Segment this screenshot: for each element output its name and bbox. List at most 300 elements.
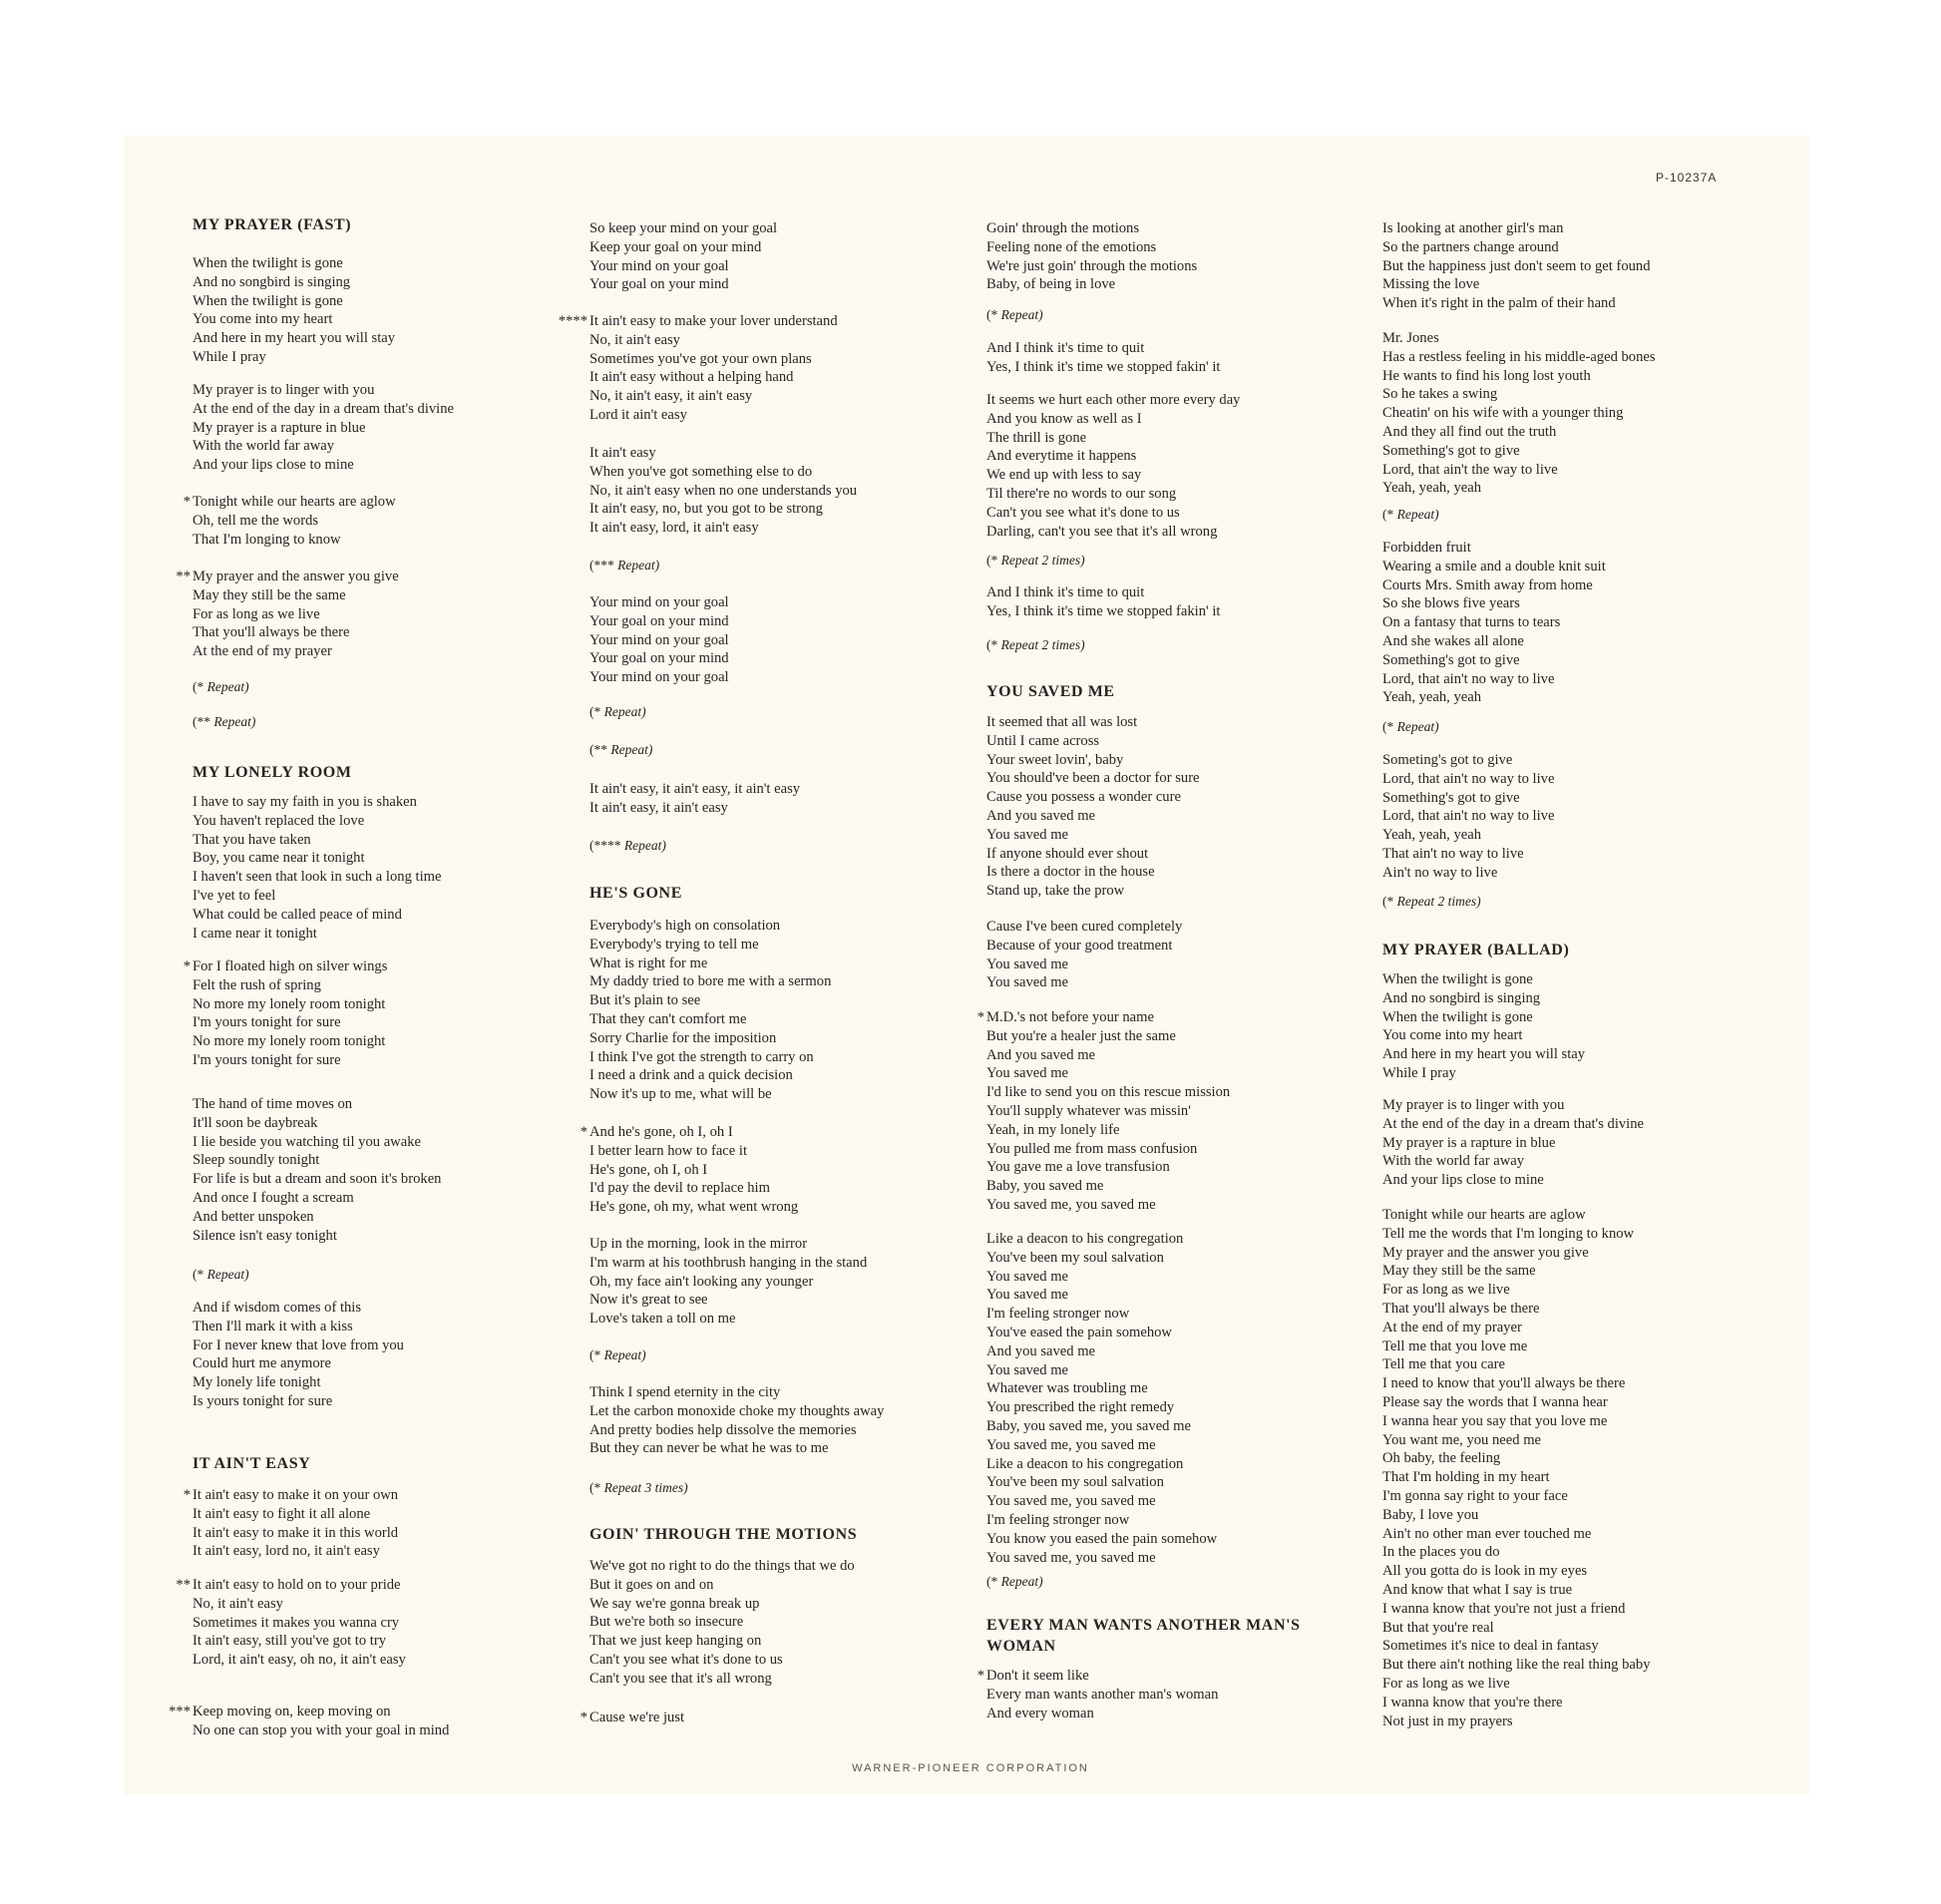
lyric-line bbox=[193, 419, 454, 438]
lyric-line bbox=[193, 1051, 387, 1070]
lyric-line bbox=[589, 1254, 867, 1273]
lyric-text: Silence isn't easy tonight bbox=[193, 1227, 337, 1244]
lyric-text: You saved me, you saved me bbox=[986, 1196, 1156, 1213]
lyric-text: He wants to find his long lost youth bbox=[1382, 367, 1591, 384]
lyric-line bbox=[589, 1310, 867, 1329]
lyric-text: Cause you possess a wonder cure bbox=[986, 789, 1181, 806]
lyric-text: And if wisdom comes of this bbox=[193, 1300, 362, 1316]
lyric-text: We say we're gonna break up bbox=[589, 1595, 760, 1612]
lyric-text: No one can stop you with your goal in mind bbox=[193, 1721, 450, 1738]
lyric-line bbox=[1382, 1412, 1651, 1431]
lyric-text: With the world far away bbox=[193, 438, 335, 455]
lyric-line bbox=[986, 882, 1200, 901]
lyric-text: You've been my soul salvation bbox=[986, 1474, 1164, 1491]
lyric-line bbox=[193, 868, 441, 887]
repeat-instruction bbox=[986, 552, 1085, 571]
lyric-line bbox=[589, 991, 831, 1010]
lyric-text: You'll supply whatever was missin' bbox=[986, 1102, 1191, 1119]
lyric-line bbox=[193, 906, 441, 925]
lyric-text: I have to say my faith in you is shaken bbox=[193, 794, 417, 810]
lyric-line bbox=[1382, 1637, 1651, 1656]
lyric-line bbox=[589, 406, 838, 425]
repeat-instruction bbox=[1382, 893, 1481, 912]
lyric-text: And you know as well as I bbox=[986, 410, 1142, 427]
repeat-marker: (* bbox=[986, 307, 998, 322]
lyric-line bbox=[986, 1511, 1217, 1530]
lyric-line bbox=[976, 1008, 1230, 1027]
lyric-line bbox=[1382, 461, 1656, 480]
lyric-line bbox=[589, 1632, 855, 1651]
lyric-line bbox=[589, 1066, 831, 1085]
lyric-line bbox=[986, 238, 1197, 257]
lyric-text: But there ain't nothing like the real thing baby bbox=[1382, 1657, 1651, 1674]
lyric-line bbox=[986, 807, 1200, 826]
lyric-text: I'm warm at his toothbrush hanging in the stand bbox=[589, 1254, 868, 1271]
lyric-text: My lonely life tonight bbox=[193, 1374, 321, 1391]
lyric-line bbox=[986, 1140, 1230, 1159]
lyric-line bbox=[986, 275, 1197, 294]
lyric-line bbox=[1382, 1206, 1651, 1225]
lyric-text: Your goal on your mind bbox=[589, 276, 729, 293]
lyric-text: But the happiness just don't seem to get found bbox=[1382, 257, 1651, 274]
lyric-line bbox=[580, 1123, 798, 1142]
lyric-text: My prayer is a rapture in blue bbox=[1382, 1134, 1556, 1151]
lyric-text: While I pray bbox=[193, 348, 266, 365]
lyric-line bbox=[193, 329, 395, 348]
lyric-text: That you'll always be there bbox=[1382, 1300, 1540, 1317]
lyric-line bbox=[193, 512, 396, 531]
lyric-text: Then I'll mark it with a kiss bbox=[193, 1318, 353, 1334]
repeat-label: Repeat 2 times) bbox=[1000, 637, 1085, 652]
lyric-text: Think I spend eternity in the city bbox=[589, 1384, 781, 1400]
repeat-instruction bbox=[589, 1346, 646, 1365]
lyric-line bbox=[589, 1421, 884, 1440]
lyric-text: Wearing a smile and a double knit suit bbox=[1382, 558, 1606, 574]
lyric-text: Love's taken a toll on me bbox=[589, 1311, 736, 1328]
repeat-label: Repeat) bbox=[1396, 507, 1439, 522]
repeat-instruction bbox=[1382, 718, 1439, 737]
lyric-line bbox=[1382, 238, 1651, 257]
repeat-instruction bbox=[986, 306, 1043, 325]
lyric-text: Because of your good treatment bbox=[986, 937, 1173, 953]
repeat-label: Repeat) bbox=[1000, 307, 1043, 322]
lyric-text: In the places you do bbox=[1382, 1544, 1500, 1561]
lyric-text: At the end of my prayer bbox=[193, 643, 332, 660]
lyric-line bbox=[193, 273, 395, 292]
lyric-text: Sleep soundly tonight bbox=[193, 1152, 320, 1169]
repeat-instruction bbox=[193, 713, 255, 732]
lyric-line bbox=[1382, 751, 1554, 770]
repeat-instruction bbox=[193, 1266, 249, 1285]
lyric-text: So he takes a swing bbox=[1382, 386, 1498, 403]
lyric-line bbox=[986, 1046, 1230, 1065]
lyric-text: When the twilight is gone bbox=[193, 292, 343, 309]
lyric-text: On a fantasy that turns to tears bbox=[1382, 614, 1561, 631]
lyric-line bbox=[193, 976, 387, 995]
lyric-line bbox=[589, 1670, 855, 1689]
lyric-line bbox=[193, 586, 399, 605]
repeat-label: Repeat) bbox=[617, 558, 660, 572]
lyric-line bbox=[193, 1032, 387, 1051]
lyric-text: Your sweet lovin', baby bbox=[986, 751, 1124, 768]
lyric-line bbox=[589, 917, 831, 936]
lyric-text: My prayer and the answer you give bbox=[1382, 1244, 1589, 1261]
lyric-line bbox=[183, 1486, 399, 1505]
lyric-text: And here in my heart you will stay bbox=[1382, 1046, 1586, 1063]
song-title: GOIN' THROUGH THE MOTIONS bbox=[589, 1526, 858, 1543]
lyric-text: It'll soon be daybreak bbox=[193, 1114, 318, 1131]
lyric-text: You should've been a doctor for sure bbox=[986, 770, 1200, 787]
lyric-line bbox=[589, 219, 777, 238]
lyric-line bbox=[1382, 864, 1554, 883]
lyric-line bbox=[589, 519, 857, 538]
lyric-text: I wanna know that you're there bbox=[1382, 1694, 1563, 1711]
lyric-line bbox=[589, 1576, 855, 1595]
lyric-text: And I think it's time to quit bbox=[986, 584, 1145, 600]
lyric-line bbox=[589, 1010, 831, 1029]
lyric-line bbox=[589, 1085, 831, 1104]
lyric-text: You saved me bbox=[986, 826, 1069, 843]
lyric-text: Up in the morning, look in the mirror bbox=[589, 1236, 808, 1252]
lyric-line bbox=[1382, 1656, 1651, 1675]
lyric-line bbox=[986, 1473, 1217, 1492]
lyric-line bbox=[1382, 294, 1651, 313]
lyric-text: Stand up, take the prow bbox=[986, 883, 1125, 900]
lyric-text: That you'll always be there bbox=[193, 624, 350, 641]
repeat-marker: (* bbox=[1382, 719, 1394, 734]
lyric-line bbox=[589, 1048, 831, 1067]
lyric-line bbox=[986, 973, 1182, 992]
lyric-line bbox=[1382, 1675, 1651, 1694]
lyric-line bbox=[589, 444, 857, 463]
lyric-stanza bbox=[986, 713, 1200, 901]
lyric-line bbox=[1382, 576, 1606, 595]
lyric-stanza bbox=[986, 583, 1220, 621]
chorus-marker: *** bbox=[169, 1704, 191, 1719]
lyric-text: I'm feeling stronger now bbox=[986, 1511, 1130, 1528]
lyric-text: And know that what I say is true bbox=[1382, 1581, 1573, 1598]
lyric-line bbox=[986, 826, 1200, 845]
lyric-text: And pretty bodies help dissolve the memories bbox=[589, 1421, 857, 1438]
lyric-text: Until I came across bbox=[986, 732, 1100, 749]
lyric-text: My prayer is to linger with you bbox=[1382, 1097, 1565, 1113]
lyric-line bbox=[1382, 404, 1656, 423]
lyric-line bbox=[193, 1133, 441, 1152]
lyric-text: I'm yours tonight for sure bbox=[193, 1014, 341, 1031]
lyric-text: Can't you see what it's done to us bbox=[986, 504, 1180, 521]
repeat-marker: (* bbox=[986, 1574, 998, 1589]
lyric-line bbox=[1382, 257, 1651, 276]
lyric-line bbox=[193, 381, 454, 400]
lyric-text: It seemed that all was lost bbox=[986, 714, 1138, 730]
lyric-text: It seems we hurt each other more every day bbox=[986, 392, 1241, 408]
lyric-text: You haven't replaced the love bbox=[193, 812, 365, 829]
lyric-text: It ain't easy to make it on your own bbox=[193, 1487, 399, 1503]
lyric-text: Yeah, yeah, yeah bbox=[1382, 827, 1482, 844]
lyric-text: M.D.'s not before your name bbox=[986, 1009, 1154, 1025]
lyric-line bbox=[193, 292, 395, 311]
chorus-marker: * bbox=[183, 1487, 191, 1503]
song-title: MY LONELY ROOM bbox=[193, 764, 352, 781]
lyric-line bbox=[193, 1170, 441, 1189]
lyric-stanza bbox=[1382, 1096, 1644, 1190]
song-title: MY PRAYER (BALLAD) bbox=[1382, 942, 1570, 958]
lyric-stanza bbox=[589, 1557, 855, 1689]
lyric-text: You saved me bbox=[986, 974, 1069, 991]
lyric-line bbox=[193, 1373, 404, 1392]
lyric-line bbox=[986, 1398, 1217, 1417]
lyric-text: So she blows five years bbox=[1382, 595, 1520, 612]
lyric-line bbox=[1382, 1171, 1644, 1190]
lyric-text: Boy, you came near it tonight bbox=[193, 850, 365, 867]
lyric-text: Darling, can't you see that it's all wrong bbox=[986, 523, 1218, 540]
repeat-label: Repeat) bbox=[206, 679, 249, 694]
lyric-line bbox=[193, 1114, 441, 1133]
lyric-line bbox=[986, 1102, 1230, 1121]
lyric-line bbox=[589, 1291, 867, 1310]
lyric-line bbox=[169, 1703, 449, 1721]
lyric-line bbox=[193, 1651, 406, 1670]
lyric-line bbox=[1382, 989, 1585, 1008]
lyric-line bbox=[193, 925, 441, 944]
lyric-text: No, it ain't easy, it ain't easy bbox=[589, 388, 753, 405]
lyric-text: Your mind on your goal bbox=[589, 669, 729, 686]
lyric-line bbox=[589, 631, 729, 650]
repeat-marker: (**** bbox=[589, 838, 621, 853]
lyric-text: Your goal on your mind bbox=[589, 650, 729, 667]
lyric-line bbox=[986, 1324, 1217, 1342]
repeat-instruction bbox=[589, 703, 646, 722]
lyric-text: Is looking at another girl's man bbox=[1382, 220, 1564, 236]
lyric-line bbox=[193, 1505, 398, 1524]
lyric-text: I lie beside you watching til you awake bbox=[193, 1133, 421, 1150]
lyric-line bbox=[1382, 219, 1651, 238]
repeat-marker: (* bbox=[986, 553, 998, 568]
lyric-text: Let the carbon monoxide choke my thoughts away bbox=[589, 1402, 885, 1419]
lyric-line bbox=[986, 1379, 1217, 1398]
lyric-line bbox=[193, 1721, 449, 1740]
song-title: EVERY MAN WANTS ANOTHER MAN'S WOMAN bbox=[986, 1617, 1301, 1655]
lyric-text: Baby, I love you bbox=[1382, 1506, 1479, 1523]
lyric-text: For life is but a dream and soon it's broken bbox=[193, 1171, 442, 1188]
lyric-line bbox=[1382, 845, 1554, 864]
lyric-line bbox=[1382, 423, 1656, 442]
lyric-text: That we just keep hanging on bbox=[589, 1633, 762, 1650]
lyric-text: Cause I've been cured completely bbox=[986, 919, 1183, 935]
repeat-instruction bbox=[589, 741, 652, 760]
lyric-line bbox=[589, 799, 800, 818]
lyric-line bbox=[1382, 1134, 1644, 1153]
lyric-line bbox=[986, 523, 1240, 542]
lyric-stanza bbox=[193, 381, 454, 475]
lyric-line bbox=[986, 845, 1200, 864]
lyric-text: Like a deacon to his congregation bbox=[986, 1231, 1184, 1247]
repeat-marker: (* bbox=[986, 637, 998, 652]
lyric-stanza bbox=[976, 1667, 1219, 1722]
lyric-text: Courts Mrs. Smith away from home bbox=[1382, 576, 1593, 593]
lyric-text: Something's got to give bbox=[1382, 789, 1520, 806]
lyric-text: You come into my heart bbox=[1382, 1027, 1523, 1044]
lyric-stanza bbox=[589, 1383, 884, 1458]
lyric-stanza bbox=[193, 793, 441, 943]
lyric-line bbox=[193, 849, 441, 868]
lyric-line bbox=[1382, 688, 1606, 707]
lyric-text: Yes, I think it's time we stopped fakin' it bbox=[986, 602, 1221, 619]
lyric-line bbox=[986, 447, 1240, 466]
lyric-line bbox=[193, 1095, 441, 1114]
lyric-text: You prescribed the right remedy bbox=[986, 1399, 1175, 1416]
lyric-line bbox=[193, 254, 395, 273]
lyric-text: Yeah, yeah, yeah bbox=[1382, 480, 1482, 497]
lyric-text: But it goes on and on bbox=[589, 1576, 714, 1593]
lyric-text: It ain't easy, lord, it ain't easy bbox=[589, 520, 759, 537]
lyric-stanza bbox=[1382, 970, 1585, 1083]
lyric-line bbox=[986, 339, 1220, 358]
repeat-label: Repeat 2 times) bbox=[1000, 553, 1085, 568]
lyric-stanza bbox=[1382, 329, 1656, 498]
song-title: IT AIN'T EASY bbox=[193, 1455, 311, 1472]
lyric-text: I'm gonna say right to your face bbox=[1382, 1487, 1568, 1504]
lyric-text: Baby, you saved me bbox=[986, 1178, 1104, 1195]
lyric-text: Felt the rush of spring bbox=[193, 976, 321, 993]
lyric-line bbox=[986, 219, 1197, 238]
chorus-marker: * bbox=[580, 1124, 587, 1140]
repeat-instruction bbox=[193, 678, 249, 697]
lyric-text: My prayer and the answer you give bbox=[193, 569, 399, 584]
lyric-stanza bbox=[193, 1299, 404, 1411]
lyric-text: It ain't easy without a helping hand bbox=[589, 369, 794, 386]
lyric-line bbox=[1382, 632, 1606, 651]
lyric-text: Your mind on your goal bbox=[589, 257, 729, 274]
lyric-line bbox=[1382, 1525, 1651, 1544]
catalog-number: P-10237A bbox=[1656, 171, 1718, 185]
lyric-text: Forbidden fruit bbox=[1382, 540, 1471, 556]
lyric-line bbox=[1382, 613, 1606, 632]
lyric-line bbox=[1382, 1319, 1651, 1337]
song-title: YOU SAVED ME bbox=[986, 683, 1115, 700]
lyric-text: When the twilight is gone bbox=[193, 255, 343, 271]
lyric-line bbox=[193, 1354, 404, 1373]
lyric-line bbox=[589, 1383, 884, 1402]
chorus-marker: ** bbox=[176, 569, 191, 584]
lyric-line bbox=[1382, 1487, 1651, 1506]
lyric-text: Something's got to give bbox=[1382, 651, 1520, 668]
lyric-line bbox=[986, 1064, 1230, 1083]
lyric-line bbox=[193, 348, 395, 367]
lyric-line bbox=[1382, 651, 1606, 670]
lyric-text: Ain't no way to live bbox=[1382, 864, 1498, 881]
lyric-text: I better learn how to face it bbox=[589, 1142, 748, 1159]
lyric-text: Mr. Jones bbox=[1382, 330, 1439, 346]
lyric-text: Yeah, in my lonely life bbox=[986, 1121, 1120, 1138]
lyric-line bbox=[1382, 1262, 1651, 1281]
lyric-text: Yeah, yeah, yeah bbox=[1382, 689, 1482, 706]
lyric-text: Tell me that you love me bbox=[1382, 1337, 1528, 1354]
chorus-marker: **** bbox=[558, 313, 587, 329]
lyric-text: You saved me bbox=[986, 1065, 1069, 1082]
lyric-text: So the partners change around bbox=[1382, 238, 1559, 255]
lyric-text: You saved me, you saved me bbox=[986, 1436, 1156, 1453]
lyric-text: You've eased the pain somehow bbox=[986, 1324, 1172, 1340]
lyric-text: Cheatin' on his wife with a younger thing bbox=[1382, 405, 1624, 422]
repeat-label: Repeat) bbox=[206, 1267, 249, 1282]
lyric-text: What could be called peace of mind bbox=[193, 906, 402, 923]
lyric-line bbox=[986, 1230, 1217, 1249]
lyric-line bbox=[986, 1083, 1230, 1102]
lyric-line bbox=[986, 391, 1240, 410]
lyric-text: Is yours tonight for sure bbox=[193, 1392, 333, 1409]
lyric-line bbox=[589, 1198, 798, 1217]
lyric-text: But they can never be what he was to me bbox=[589, 1440, 829, 1457]
lyric-line bbox=[986, 1196, 1230, 1215]
lyric-text: While I pray bbox=[1382, 1064, 1456, 1081]
lyric-text: Tonight while our hearts are aglow bbox=[193, 494, 396, 510]
repeat-marker: (* bbox=[589, 1480, 601, 1495]
lyric-text: But that you're real bbox=[1382, 1619, 1494, 1636]
lyric-line bbox=[986, 1455, 1217, 1474]
lyric-line bbox=[193, 1632, 406, 1651]
lyric-line bbox=[1382, 1045, 1585, 1064]
lyric-text: Baby, of being in love bbox=[986, 276, 1116, 293]
lyric-text: It ain't easy to hold on to your pride bbox=[193, 1577, 401, 1593]
lyric-line bbox=[986, 1342, 1217, 1361]
lyric-line bbox=[986, 485, 1240, 504]
lyric-stanza bbox=[176, 1576, 406, 1670]
lyric-text: Don't it seem like bbox=[986, 1668, 1089, 1684]
lyric-line bbox=[986, 769, 1200, 788]
lyric-text: And you saved me bbox=[986, 1046, 1096, 1063]
lyric-text: I wanna know that you're not just a friend bbox=[1382, 1600, 1626, 1617]
lyric-line bbox=[193, 1392, 404, 1411]
lyric-text: Lord, that ain't no way to live bbox=[1382, 670, 1555, 687]
lyric-stanza bbox=[183, 1486, 399, 1561]
repeat-marker: (* bbox=[1382, 507, 1394, 522]
lyric-text: If anyone should ever shout bbox=[986, 845, 1149, 862]
lyric-text: And they all find out the truth bbox=[1382, 423, 1557, 440]
lyric-line bbox=[589, 668, 729, 687]
lyric-line bbox=[589, 463, 857, 482]
lyric-text: You saved me, you saved me bbox=[986, 1493, 1156, 1510]
lyric-stanza bbox=[1382, 539, 1606, 707]
lyric-line bbox=[986, 1027, 1230, 1046]
lyric-text: You want me, you need me bbox=[1382, 1431, 1542, 1448]
lyric-text: We're just goin' through the motions bbox=[986, 257, 1198, 274]
lyric-text: I think I've got the strength to carry on bbox=[589, 1048, 814, 1065]
repeat-label: Repeat) bbox=[1000, 1574, 1043, 1589]
lyric-line bbox=[1382, 826, 1554, 845]
repeat-instruction bbox=[589, 557, 659, 575]
lyric-stanza bbox=[986, 918, 1182, 992]
lyric-stanza bbox=[193, 254, 395, 367]
repeat-instruction bbox=[589, 1479, 688, 1498]
lyric-line bbox=[1382, 1300, 1651, 1319]
lyric-line bbox=[589, 972, 831, 991]
lyric-text: Ain't no other man ever touched me bbox=[1382, 1525, 1592, 1542]
lyric-text: You saved me bbox=[986, 1361, 1069, 1378]
repeat-marker: (* bbox=[193, 1267, 204, 1282]
lyric-line bbox=[986, 1268, 1217, 1287]
lyric-line bbox=[986, 466, 1240, 485]
lyric-line bbox=[589, 954, 831, 973]
lyric-line bbox=[1382, 329, 1656, 348]
lyric-text: No, it ain't easy bbox=[193, 1595, 283, 1612]
lyric-line bbox=[986, 1249, 1217, 1268]
lyric-line bbox=[589, 1439, 884, 1458]
lyric-text: Yes, I think it's time we stopped fakin' it bbox=[986, 358, 1221, 375]
lyric-text: You saved me, you saved me bbox=[986, 1549, 1156, 1566]
lyric-line bbox=[1382, 1244, 1651, 1263]
lyric-text: I'd pay the devil to replace him bbox=[589, 1180, 770, 1197]
